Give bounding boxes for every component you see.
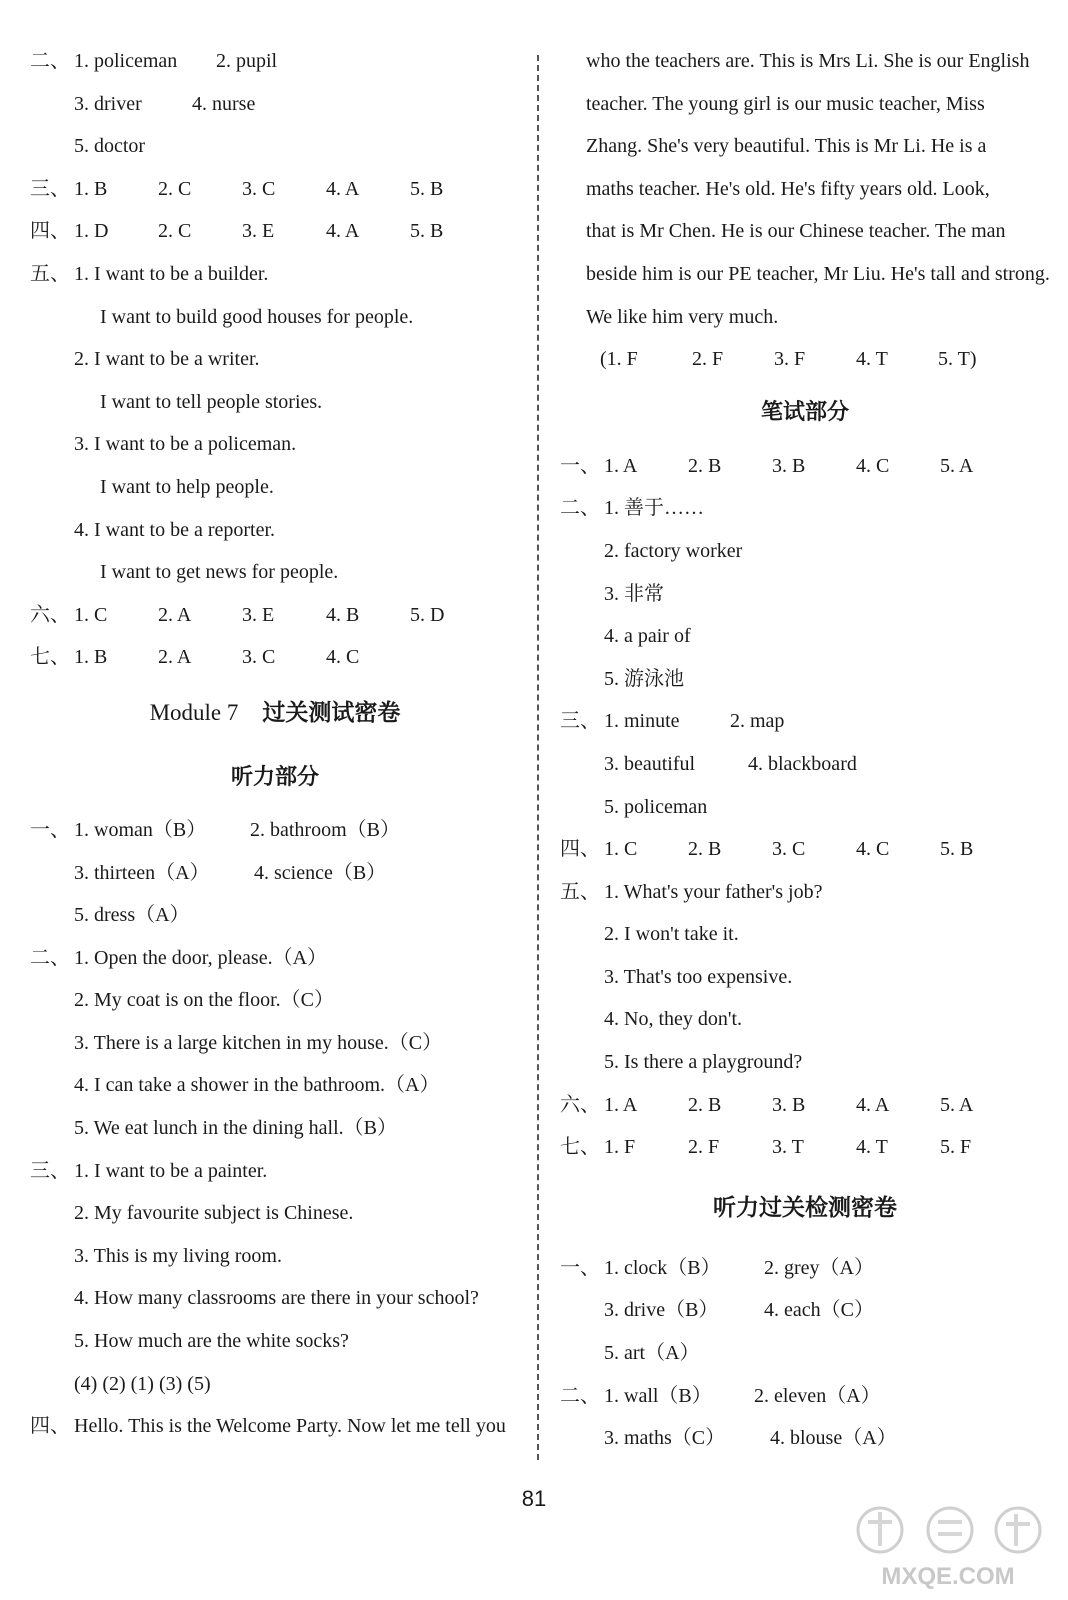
watermark-text: MXQE.COM xyxy=(881,1563,1015,1590)
answer-item: 2. pupil xyxy=(216,50,278,72)
answer-item: 3. C xyxy=(242,177,276,200)
answer-line xyxy=(30,338,520,381)
answer-item: 5. Is there a playground? xyxy=(604,1051,803,1074)
answer-item: 2. F xyxy=(688,1136,720,1159)
section-label: 五、 xyxy=(30,262,70,285)
section-label: 二、 xyxy=(30,946,70,969)
section-label: 二、 xyxy=(560,1384,600,1407)
answer-item: I want to tell people stories. xyxy=(100,390,323,413)
answer-line xyxy=(560,1084,1050,1127)
answer-item: 2. C xyxy=(158,177,192,200)
passage-line: who the teachers are. This is Mrs Li. She is our English xyxy=(586,50,1030,72)
answer-line xyxy=(30,423,520,466)
answer-line xyxy=(30,509,520,552)
answer-line xyxy=(560,828,1050,871)
answer-item: (4) (2) (1) (3) (5) xyxy=(74,1372,211,1395)
answer-item: 4. blackboard xyxy=(748,752,857,775)
section-label: 四、 xyxy=(560,838,600,861)
answer-item: 4. No, they don't. xyxy=(604,1008,743,1031)
answer-item: 1. 善于…… xyxy=(604,497,704,520)
answer-item: 1. clock（B） xyxy=(604,1256,721,1279)
answer-item: 1. F xyxy=(604,1136,636,1159)
answer-line xyxy=(560,1289,1050,1332)
answer-item: 1. Open the door, please.（A） xyxy=(74,946,328,969)
answer-item: 3. T xyxy=(772,1136,804,1159)
answer-line xyxy=(30,125,520,168)
section-label: 一、 xyxy=(560,454,600,477)
answer-line xyxy=(560,1247,1050,1290)
answer-item: 1. A xyxy=(604,1093,638,1116)
answer-item: 1. I want to be a builder. xyxy=(74,262,269,285)
page-number: 81 xyxy=(521,1486,547,1511)
answer-item: 2. B xyxy=(688,454,722,477)
answer-item: 3. That's too expensive. xyxy=(604,965,793,988)
answer-item: 4. T xyxy=(856,348,888,371)
answer-item: 2. F xyxy=(692,348,724,371)
answer-line xyxy=(560,1041,1050,1084)
answer-item: 5. T) xyxy=(938,348,977,371)
answer-item: 2. My coat is on the floor.（C） xyxy=(74,989,334,1012)
answer-line xyxy=(560,700,1050,743)
answer-line xyxy=(30,1064,520,1107)
listening-test-heading: 听力过关检测密卷 xyxy=(713,1194,897,1221)
answer-item: 2. grey（A） xyxy=(764,1256,874,1279)
passage-line: teacher. The young girl is our music teacher, Miss xyxy=(586,92,985,115)
answer-item: 4. A xyxy=(326,177,360,200)
answer-line xyxy=(30,852,520,895)
answer-item: 3. There is a large kitchen in my house.（C） xyxy=(74,1031,443,1054)
answer-line xyxy=(30,894,520,937)
answer-line xyxy=(30,551,520,594)
answer-item: 1. C xyxy=(74,603,108,626)
answer-line xyxy=(30,466,520,509)
answer-line xyxy=(560,573,1050,616)
answer-item: 5. D xyxy=(410,603,445,626)
answer-line xyxy=(560,871,1050,914)
answer-line xyxy=(30,937,520,980)
answer-item: 4. science（B） xyxy=(254,861,387,884)
answer-item: 1. B xyxy=(74,646,108,669)
section-label: 七、 xyxy=(30,646,70,669)
section-label: 三、 xyxy=(560,710,600,733)
answer-item: 5. art（A） xyxy=(604,1342,700,1365)
answer-line xyxy=(30,1150,520,1193)
watermark-logo-icon xyxy=(854,1496,1042,1592)
answer-item: 1. What's your father's job? xyxy=(604,880,823,903)
section-label: 七、 xyxy=(560,1136,600,1159)
answer-item: 1. I want to be a painter. xyxy=(74,1159,268,1182)
answer-line xyxy=(560,1375,1050,1418)
answer-line xyxy=(30,253,520,296)
answer-line xyxy=(560,1332,1050,1375)
section-label: 三、 xyxy=(30,177,70,200)
answer-line xyxy=(560,998,1050,1041)
answer-item: 3. B xyxy=(772,1093,806,1116)
answer-line xyxy=(30,594,520,637)
answer-item: Hello. This is the Welcome Party. Now let me tell you xyxy=(74,1415,506,1438)
answer-item: 5. F xyxy=(940,1136,972,1159)
answer-item: 3. maths（C） xyxy=(604,1427,726,1450)
answer-item: 3. F xyxy=(774,348,806,371)
answer-item: 5. We eat lunch in the dining hall.（B） xyxy=(74,1117,397,1140)
answer-item: 4. How many classrooms are there in your school? xyxy=(74,1287,479,1310)
answer-line xyxy=(30,168,520,211)
answer-item: 2. B xyxy=(688,1093,722,1116)
answer-item: 5. dress（A） xyxy=(74,904,190,927)
answer-line xyxy=(30,809,520,852)
answer-item: I want to build good houses for people. xyxy=(100,305,414,328)
answer-item: 5. B xyxy=(940,838,974,861)
answer-line xyxy=(30,83,520,126)
answer-item: 3. 非常 xyxy=(604,582,664,605)
answer-line xyxy=(560,913,1050,956)
answer-item: 1. A xyxy=(604,454,638,477)
answer-item: 1. C xyxy=(604,838,638,861)
answer-item: 2. I want to be a writer. xyxy=(74,348,260,371)
answer-line xyxy=(30,1192,520,1235)
answer-item: 3. C xyxy=(242,646,276,669)
answer-item: 2. B xyxy=(688,838,722,861)
answer-item: 2. bathroom（B） xyxy=(250,818,400,841)
answer-line xyxy=(30,1107,520,1150)
answer-item: 1. B xyxy=(74,177,108,200)
answer-item: 2. A xyxy=(158,646,192,669)
answer-item: 4. each（C） xyxy=(764,1299,874,1322)
answer-line xyxy=(30,979,520,1022)
section-label: 六、 xyxy=(560,1093,600,1116)
answer-line xyxy=(560,530,1050,573)
answer-item: 4. blouse（A） xyxy=(770,1427,897,1450)
answer-line xyxy=(560,338,1050,381)
answer-item: 3. E xyxy=(242,220,275,243)
answer-line xyxy=(30,1277,520,1320)
answer-item: 1. minute xyxy=(604,710,680,733)
section-label: 一、 xyxy=(30,818,70,841)
answer-line xyxy=(30,1235,520,1278)
answer-line xyxy=(30,1320,520,1363)
passage xyxy=(560,40,1050,338)
section-label: 二、 xyxy=(560,497,600,520)
answer-item: 3. beautiful xyxy=(604,752,696,775)
answer-item: 5. A xyxy=(940,1093,974,1116)
answer-line xyxy=(30,381,520,424)
answer-item: 5. A xyxy=(940,454,974,477)
answer-line xyxy=(560,1417,1050,1460)
listening-heading: 听力部分 xyxy=(230,764,319,790)
answer-item: 2. eleven（A） xyxy=(754,1384,881,1407)
answer-item: 4. I can take a shower in the bathroom.（A） xyxy=(74,1074,440,1097)
answer-item: 3. This is my living room. xyxy=(74,1244,282,1267)
section-label: 二、 xyxy=(30,50,70,72)
answer-line xyxy=(30,1363,520,1406)
answer-item: (1. F xyxy=(600,348,638,371)
answer-item: 5. doctor xyxy=(74,135,146,158)
answer-item: 5. policeman xyxy=(604,795,708,818)
section-label: 三、 xyxy=(30,1159,70,1182)
answer-item: 4. nurse xyxy=(192,92,256,115)
answer-item: 4. A xyxy=(856,1093,890,1116)
answer-line xyxy=(560,615,1050,658)
section-label: 四、 xyxy=(30,220,70,243)
answer-line xyxy=(30,636,520,679)
answer-item: 4. B xyxy=(326,603,360,626)
answer-item: 2. I won't take it. xyxy=(604,923,739,946)
answer-item: 2. My favourite subject is Chinese. xyxy=(74,1202,354,1225)
passage-line: Zhang. She's very beautiful. This is Mr Li. He is a xyxy=(586,135,987,158)
answer-item: 2. C xyxy=(158,220,192,243)
answer-line xyxy=(560,956,1050,999)
answer-item: 3. driver xyxy=(74,92,142,115)
module-title-en: Module 7 xyxy=(149,699,239,725)
answer-item: 4. A xyxy=(326,220,360,243)
answer-line xyxy=(560,786,1050,829)
answer-item: 5. B xyxy=(410,177,444,200)
module-heading xyxy=(30,679,520,747)
right-column xyxy=(560,40,1050,1460)
section-label: 六、 xyxy=(30,603,70,626)
answer-line xyxy=(560,743,1050,786)
answer-line xyxy=(30,296,520,339)
answer-item: 3. drive（B） xyxy=(604,1299,719,1322)
answer-item: 5. How much are the white socks? xyxy=(74,1330,349,1353)
answer-item: 5. B xyxy=(410,220,444,243)
answer-item: 2. A xyxy=(158,603,192,626)
section-label: 四、 xyxy=(30,1415,70,1438)
answer-item: 4. C xyxy=(326,646,360,669)
answer-item: 4. T xyxy=(856,1136,888,1159)
answer-item: 3. thirteen（A） xyxy=(74,861,210,884)
answer-item: 4. C xyxy=(856,454,890,477)
module-title-cn: 过关测试密卷 xyxy=(262,699,401,726)
answer-item: 1. wall（B） xyxy=(604,1384,712,1407)
answer-item: 1. D xyxy=(74,220,109,243)
answer-item: 4. I want to be a reporter. xyxy=(74,518,276,541)
answer-item: 2. factory worker xyxy=(604,539,743,562)
answer-line xyxy=(560,1126,1050,1169)
answer-item: 1. policeman xyxy=(74,50,178,72)
answer-line xyxy=(30,40,520,83)
passage-line: maths teacher. He's old. He's fifty years old. Look, xyxy=(586,177,990,200)
answer-item: I want to get news for people. xyxy=(100,561,339,584)
answer-line xyxy=(30,1022,520,1065)
answer-item: 3. I want to be a policeman. xyxy=(74,433,297,456)
column-divider xyxy=(537,55,539,1460)
answer-item: 3. B xyxy=(772,454,806,477)
answer-item: 4. a pair of xyxy=(604,625,691,648)
answer-item: I want to help people. xyxy=(100,475,274,498)
answer-line xyxy=(560,487,1050,530)
section-label: 一、 xyxy=(560,1256,600,1279)
answer-item: 3. C xyxy=(772,838,806,861)
passage-line: beside him is our PE teacher, Mr Liu. He's tall and strong. xyxy=(586,262,1050,285)
answer-line xyxy=(560,445,1050,488)
section-label: 五、 xyxy=(560,880,600,903)
answer-line xyxy=(30,210,520,253)
answer-item: 2. map xyxy=(730,710,785,733)
answer-item: 1. woman（B） xyxy=(74,818,207,841)
left-column xyxy=(30,40,520,1448)
answer-item: 5. 游泳池 xyxy=(604,667,684,690)
answer-item: 4. C xyxy=(856,838,890,861)
written-heading: 笔试部分 xyxy=(760,399,849,425)
answer-item: 3. E xyxy=(242,603,275,626)
answer-line xyxy=(560,658,1050,701)
passage-line: that is Mr Chen. He is our Chinese teacher. The man xyxy=(586,220,1006,243)
answer-line xyxy=(30,1405,520,1448)
passage-line: We like him very much. xyxy=(586,305,779,328)
